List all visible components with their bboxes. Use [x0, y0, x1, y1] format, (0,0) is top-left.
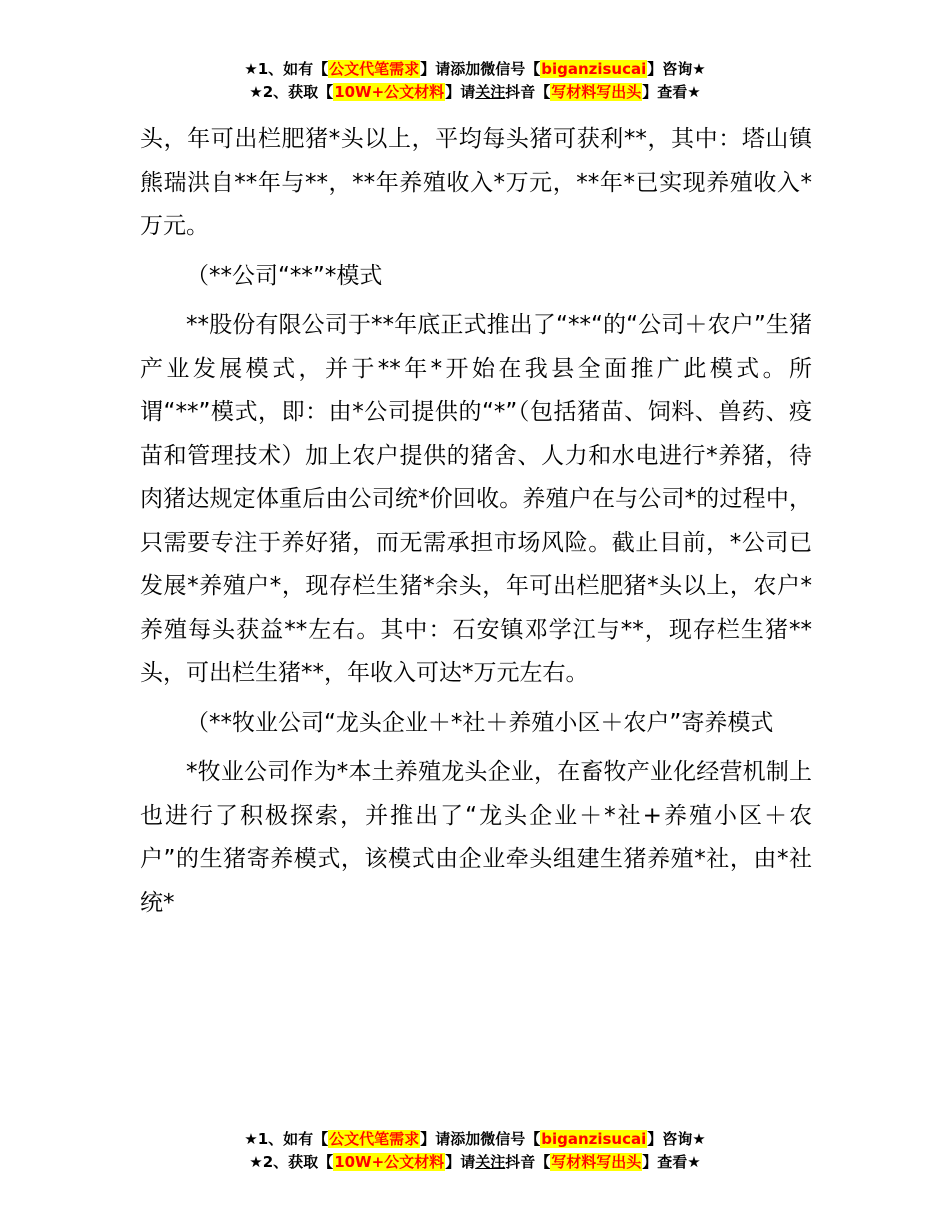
section-heading-livestock-model: （**牧业公司“龙头企业＋*社＋养殖小区＋农户”寄养模式: [186, 709, 774, 736]
footer-banner: [0, 1128, 950, 1174]
highlight-materials: 10W+公文材料: [334, 83, 445, 101]
banner-line-1: ★1、如有【公文代笔需求】请添加微信号【biganzisucai】咨询★: [244, 60, 706, 78]
banner-line-2: ★2、获取【10W+公文材料】请关注抖音【写材料写出头】查看★: [249, 83, 701, 101]
highlight-writing-service: 公文代笔需求: [329, 60, 420, 78]
underlined-follow: 关注: [475, 83, 506, 101]
underlined-follow: 关注: [475, 1153, 506, 1171]
paragraph-livestock-model: *牧业公司作为*本土养殖龙头企业，在畜牧产业化经营机制上也进行了积极探索，并推出了“龙头企业＋*社+养殖小区＋农户”的生猪寄养模式，该模式由企业牵头组建生猪养殖*社，由*社统*: [140, 759, 812, 916]
document-body: [140, 118, 812, 926]
highlight-materials: 10W+公文材料: [334, 1153, 445, 1171]
highlight-wechat-id: biganzisucai: [541, 60, 647, 78]
section-heading-company-model: （**公司“**”*模式: [186, 262, 383, 289]
header-banner: [0, 58, 950, 104]
paragraph-continuation: 头，年可出栏肥猪*头以上，平均每头猪可获利**，其中：塔山镇熊瑞洪自**年与**，**年养殖收入*万元，**年*已实现养殖收入*万元。: [140, 126, 812, 239]
highlight-douyin-account: 写材料写出头: [551, 83, 642, 101]
paragraph-company-model: **股份有限公司于**年底正式推出了“**“的“公司＋农户”生猪产业发展模式，并于**年*开始在我县全面推广此模式。所谓“**”模式，即：由*公司提供的“*”（包括猪苗、饲料、兽药、疫苗和管理技术）加上农户提供的猪舍、人力和水电进行*养猪，待肉猪达规定体重后由公司统*价回收。养殖户在与公司*的过程中，只需要专注于养好猪，而无需承担市场风险。截止目前，*公司已发展*养殖户*，现存栏生猪*余头，年可出栏肥猪*头以上，农户*养殖每头获益**左右。其中：石安镇邓学江与**，现存栏生猪**头，可出栏生猪**，年收入可达*万元左右。: [140, 312, 812, 686]
highlight-writing-service: 公文代笔需求: [329, 1130, 420, 1148]
banner-line-2: ★2、获取【10W+公文材料】请关注抖音【写材料写出头】查看★: [249, 1153, 701, 1171]
highlight-wechat-id: biganzisucai: [541, 1130, 647, 1148]
highlight-douyin-account: 写材料写出头: [551, 1153, 642, 1171]
banner-line-1: ★1、如有【公文代笔需求】请添加微信号【biganzisucai】咨询★: [244, 1130, 706, 1148]
